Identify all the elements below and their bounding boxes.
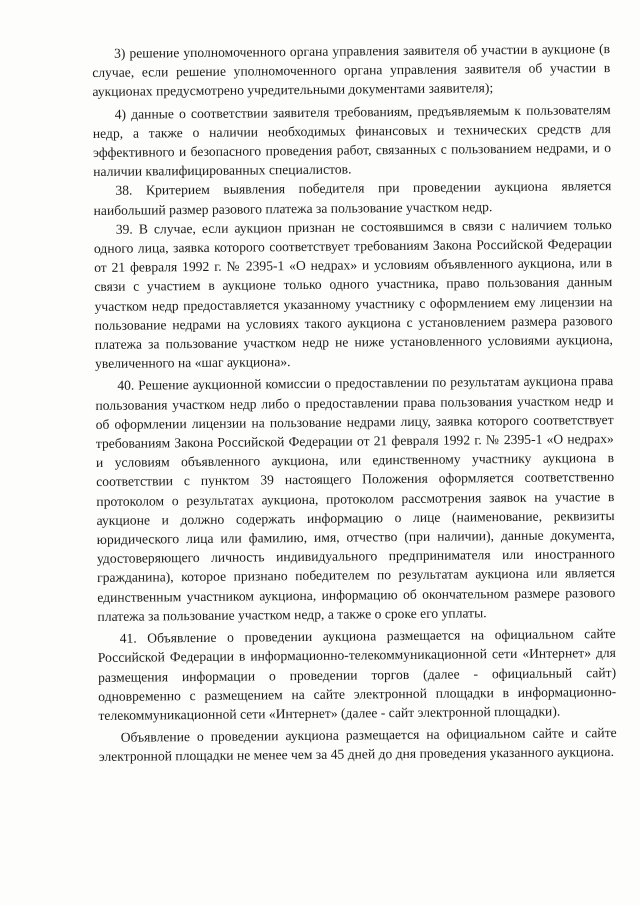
paragraph-40: 40. Решение аукционной комиссии о предоставлении по результатам аукциона права пользования участком недр либо о предоставлении права пользования участком недр и об оформлении лицензии на пользование недрами лицу, заявка которого соответствует требованиям Закона Российской Федерации от 21 февраля 1992 г. № 2395-1 «О недрах» и условиям объявленного аукциона, или единственному участнику аукциона в соответствии с пунктом 39 настоящего Положения оформляется соответственно протоколом о результатах аукциона, протоколом рассмотрения заявок на участие в аукционе и должно содержать информацию о лице (наименование, реквизиты юридического лица или фамилию, имя, отчество (при наличии), данные документа, удостоверяющего личность индивидуального предпринимателя или иностранного гражданина), которое признано победителем по результатам аукциона или является единственным участником аукциона, информацию об окончательном размере разового платежа за пользование участком недр, а также о сроке его уплаты. <box>95 373 616 624</box>
paragraph-39: 39. В случае, если аукцион признан не состоявшимся в связи с наличием только одного лица, заявка которого соответствует требованиям Закона Российской Федерации от 21 февраля 1992 г. № 2395-1 «О недрах» и условиям объявленного аукциона, или в связи с участием в аукционе только одного участника, право пользования данным участком недр предоставляется указанному участнику с оформлением ему лицензии на пользование недрами на условиях такого аукциона с установлением размера разового платежа за пользование участком недр не ниже установленного условиями аукциона, увеличенного на «шаг аукциона». <box>93 216 613 372</box>
paragraph-41: 41. Объявление о проведении аукциона размещается на официальном сайте Российской Федерации в информационно-телекоммуникационной сети «Интернет» для размещения информации о проведении торгов (далее - официальный сайт) одновременно с размещением на сайте электронной площадки в информационно-телекоммуникационной сети «Интернет» (далее - сайт электронной площадки). <box>97 626 617 723</box>
paragraph-38: 38. Критерием выявления победителя при проведении аукциона является наибольший размер разового платежа за пользование участком недр. <box>93 178 612 218</box>
document-body <box>92 39 617 766</box>
paragraph-announcement: Объявление о проведении аукциона размещается на официальном сайте и сайте электронной площадки не менее чем за 45 дней до дня проведения указанного аукциона. <box>98 725 617 765</box>
paragraph-item-3: 3) решение уполномоченного органа управления заявителя об участии в аукционе (в случае, если решение уполномоченного органа управления заявителя об участии в аукционах предусмотрено учредительными документами заявителя); <box>92 41 611 100</box>
paragraph-item-4: 4) данные о соответствии заявителя требованиям, предъявляемым к пользователям недр, а также о наличии необходимых финансовых и технических средств для эффективного и безопасного проведения работ, связанных с пользованием недрами, и о наличии квалифицированных специалистов. <box>92 101 612 180</box>
